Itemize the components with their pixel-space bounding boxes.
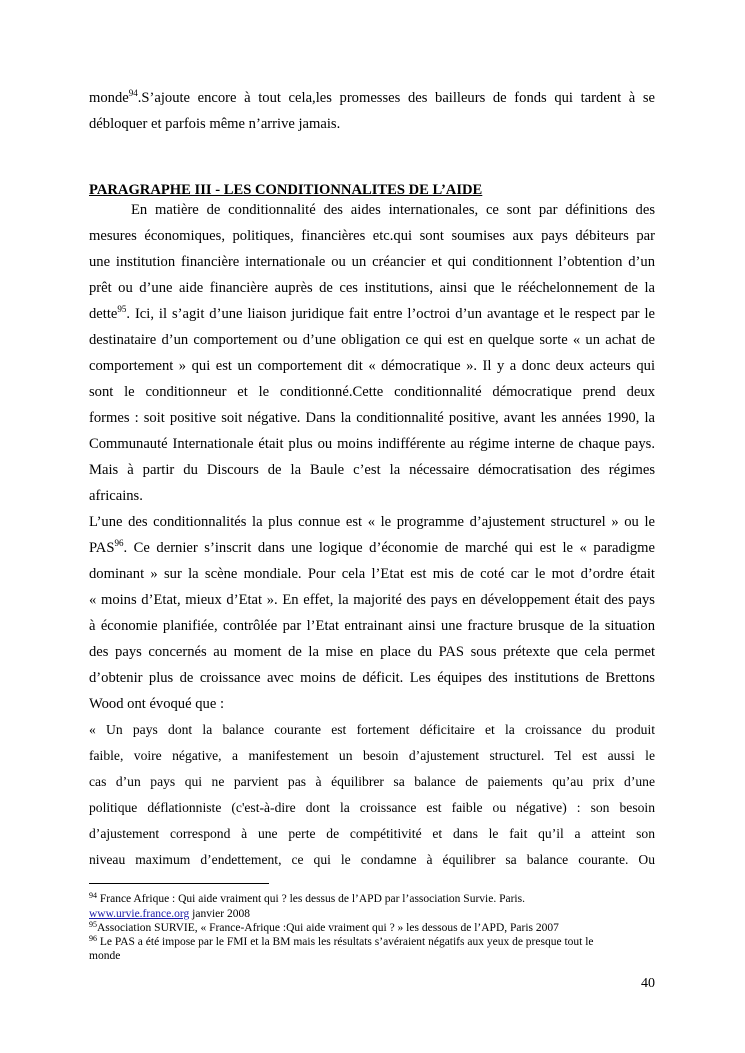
text-fragment: à économie planifiée, contrôlée par l’Etat entrainant ainsi une fracture brusque de la situation [89,618,655,634]
text-line [89,331,655,349]
text-line [89,435,655,453]
text-fragment: sont le conditionneur et le conditionné.Cette conditionnalité démocratique prend deux [89,384,655,400]
text-fragment: prêt ou d’une aide financière auprès de ces institutions, ainsi que le rééchelonnement de la [89,280,655,296]
text-fragment: une institution financière internationale ou un créancier et qui conditionnent l’obtention d’un [89,254,655,270]
quote-line: cas d’un pays qui ne parvient pas à équilibrer sa balance de paiements qu’au prix d’une [89,774,655,789]
text-fragment: Mais à partir du Discours de la Baule c’est la nécessaire démocratisation des régimes [89,462,655,478]
footnote-ref[interactable]: 95 [117,304,127,314]
text-fragment: monde [89,90,129,106]
footnote-text: Le PAS a été impose par le FMI et la BM mais les résultats s’avéraient négatifs aux yeux de presque tout le [97,936,594,948]
text-line [89,383,655,401]
text-fragment: débloquer et parfois même n’arrive jamais. [89,116,341,132]
footnote-96-cont [89,949,655,963]
text-fragment: dominant » sur la scène mondiale. Pour cela l’Etat est mis de coté car le mot d’ordre était [89,566,655,582]
quote-line: faible, voire négative, a manifestement un besoin d’ajustement structurel. Tel est aussi le [89,748,655,763]
text-fragment: L’une des conditionnalités la plus connue est « le programme d’ajustement structurel » ou le [89,514,655,530]
text-line [89,461,655,479]
text-fragment: .S’ajoute encore à tout cela,les promesses des bailleurs de fonds qui tardent à se [137,90,655,106]
footnote-94-cont [89,907,655,921]
footnote-link[interactable]: www.urvie.france.org [89,908,190,920]
text-fragment: formes : soit positive soit négative. Dans la conditionnalité positive, avant les années 1990, la [89,410,655,426]
footnote-ref[interactable]: 96 [114,538,124,548]
text-line [89,513,655,531]
footnote-text: France Afrique : Qui aide vraiment qui ? les dessus de l’APD par l’association Survie. Paris. [97,893,525,905]
footnote-95 [89,921,655,935]
text-line [89,565,655,583]
text-fragment: . Ici, il s’agit d’une liaison juridique fait entre l’octroi d’un avantage et le respect par le [126,306,655,322]
page-number: 40 [641,976,655,991]
text-line [89,643,655,661]
footnote-ref[interactable]: 94 [128,88,138,98]
text-line [89,115,655,133]
text-fragment: En matière de conditionnalité des aides internationales, ce sont par définitions des [131,202,655,218]
text-fragment: PAS [89,540,115,556]
text-fragment: destinataire d’un comportement ou d’une obligation ce qui est en quelque sorte « un achat de [89,332,655,348]
footnote-96 [89,935,655,949]
text-line [89,487,655,505]
text-fragment: . Ce dernier s’inscrit dans une logique d’économie de marché qui est le « paradigme [123,540,655,556]
quote-line: « Un pays dont la balance courante est fortement déficitaire et la croissance du produit [89,722,655,737]
text-line [89,409,655,427]
quote-line: d’ajustement correspond à une perte de compétitivité et dans le fait qu’il a atteint son [89,826,655,841]
text-line [89,89,655,107]
text-line [89,591,655,609]
text-line [89,617,655,635]
quote-line: politique déflationniste (c'est-à-dire dont la croissance est faible ou négative) : son besoin [89,800,655,815]
quote-line: niveau maximum d’endettement, ce qui le condamne à équilibrer sa balance courante. Ou [89,852,655,867]
text-line [89,253,655,271]
text-fragment: dette [89,306,118,322]
text-line [89,357,655,375]
text-line [89,227,655,245]
text-line [131,201,655,219]
footnote-text: janvier 2008 [189,908,250,920]
footnote-number: 95 [89,920,97,929]
footnote-separator [89,883,269,884]
text-line [89,279,655,297]
text-line [89,695,655,713]
text-fragment: mesures économiques, politiques, financières etc.qui sont soumises aux pays débiteurs par [89,228,655,244]
footnote-text: Association SURVIE, « France-Afrique :Qui aide vraiment qui ? » les dessous de l’APD, Paris 2007 [97,922,559,934]
text-line [89,305,655,323]
footnote-number: 94 [89,891,97,900]
text-line [89,539,655,557]
text-line [89,669,655,687]
footnote-number: 96 [89,934,97,943]
text-fragment: Wood ont évoqué que : [89,696,225,712]
footnote-text: monde [89,950,121,962]
text-fragment: africains. [89,488,143,504]
text-fragment: d’obtenir plus de croissance avec moins de déficit. Les équipes des institutions de Brettons [89,670,655,686]
text-fragment: comportement » qui est un comportement dit « démocratique ». Il y a donc deux acteurs qui [89,358,655,374]
text-fragment: « moins d’Etat, mieux d’Etat ». En effet, la majorité des pays en développement était des pays [89,592,655,608]
section-heading: PARAGRAPHE III - LES CONDITIONNALITES DE L’AIDE [89,182,483,198]
text-fragment: Communauté Internationale était plus ou moins indifférente au régime interne de chaque pays. [89,436,655,452]
footnote-94 [89,892,655,906]
text-fragment: des pays concernés au moment de la mise en place du PAS sous prétexte que cela permet [89,644,655,660]
